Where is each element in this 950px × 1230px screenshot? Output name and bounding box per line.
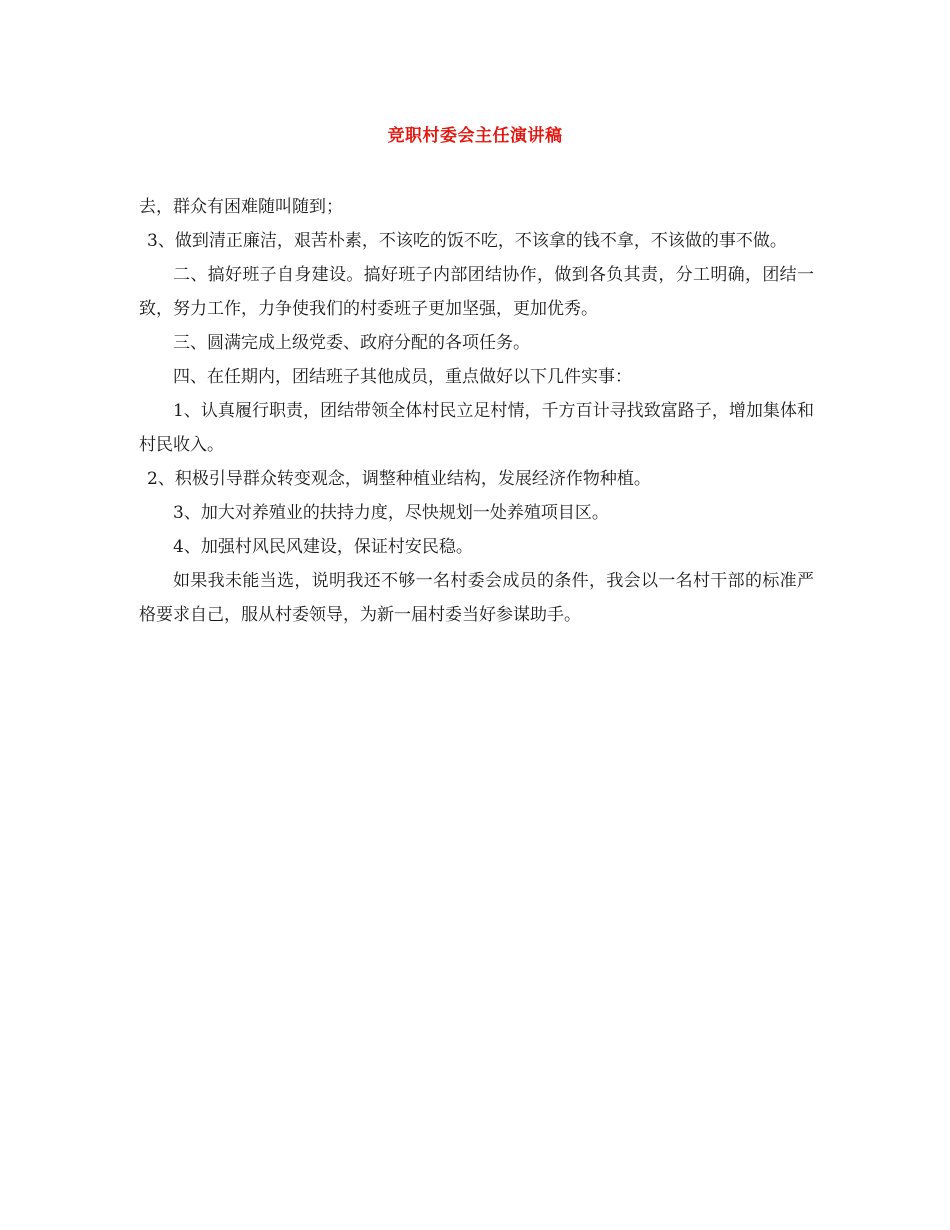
- paragraph-section-3: 三、圆满完成上级党委、政府分配的各项任务。: [173, 333, 530, 353]
- paragraph-closing: 如果我未能当选，说明我还不够一名村委会成员的条件，我会以一名村干部的标准严格要求自己，服从村委领导，为新一届村委当好参谋助手。: [139, 571, 814, 625]
- paragraph-task-4: 4、加强村风民风建设，保证村安民稳。: [173, 537, 473, 557]
- paragraph-task-3: 3、加大对养殖业的扶持力度，尽快规划一处养殖项目区。: [173, 503, 609, 523]
- paragraph-section-4: 四、在任期内，团结班子其他成员，重点做好以下几件实事：: [173, 367, 632, 387]
- document-body: [139, 190, 814, 632]
- paragraph-task-2: 2、积极引导群众转变观念，调整种植业结构，发展经济作物种植。: [147, 469, 651, 489]
- paragraph-item-3-integrity: 3、做到清正廉洁，艰苦朴素，不该吃的饭不吃，不该拿的钱不拿，不该做的事不做。: [147, 231, 787, 251]
- paragraph-section-2: 二、搞好班子自身建设。搞好班子内部团结协作，做到各负其责，分工明确，团结一致，努力工作，力争使我们的村委班子更加坚强，更加优秀。: [139, 265, 814, 319]
- paragraph-continuation: 去，群众有困难随叫随到；: [139, 197, 343, 217]
- document-title: 竞职村委会主任演讲稿: [387, 126, 563, 146]
- paragraph-task-1: 1、认真履行职责，团结带领全体村民立足村情，千方百计寻找致富路子，增加集体和村民收入。: [139, 401, 814, 455]
